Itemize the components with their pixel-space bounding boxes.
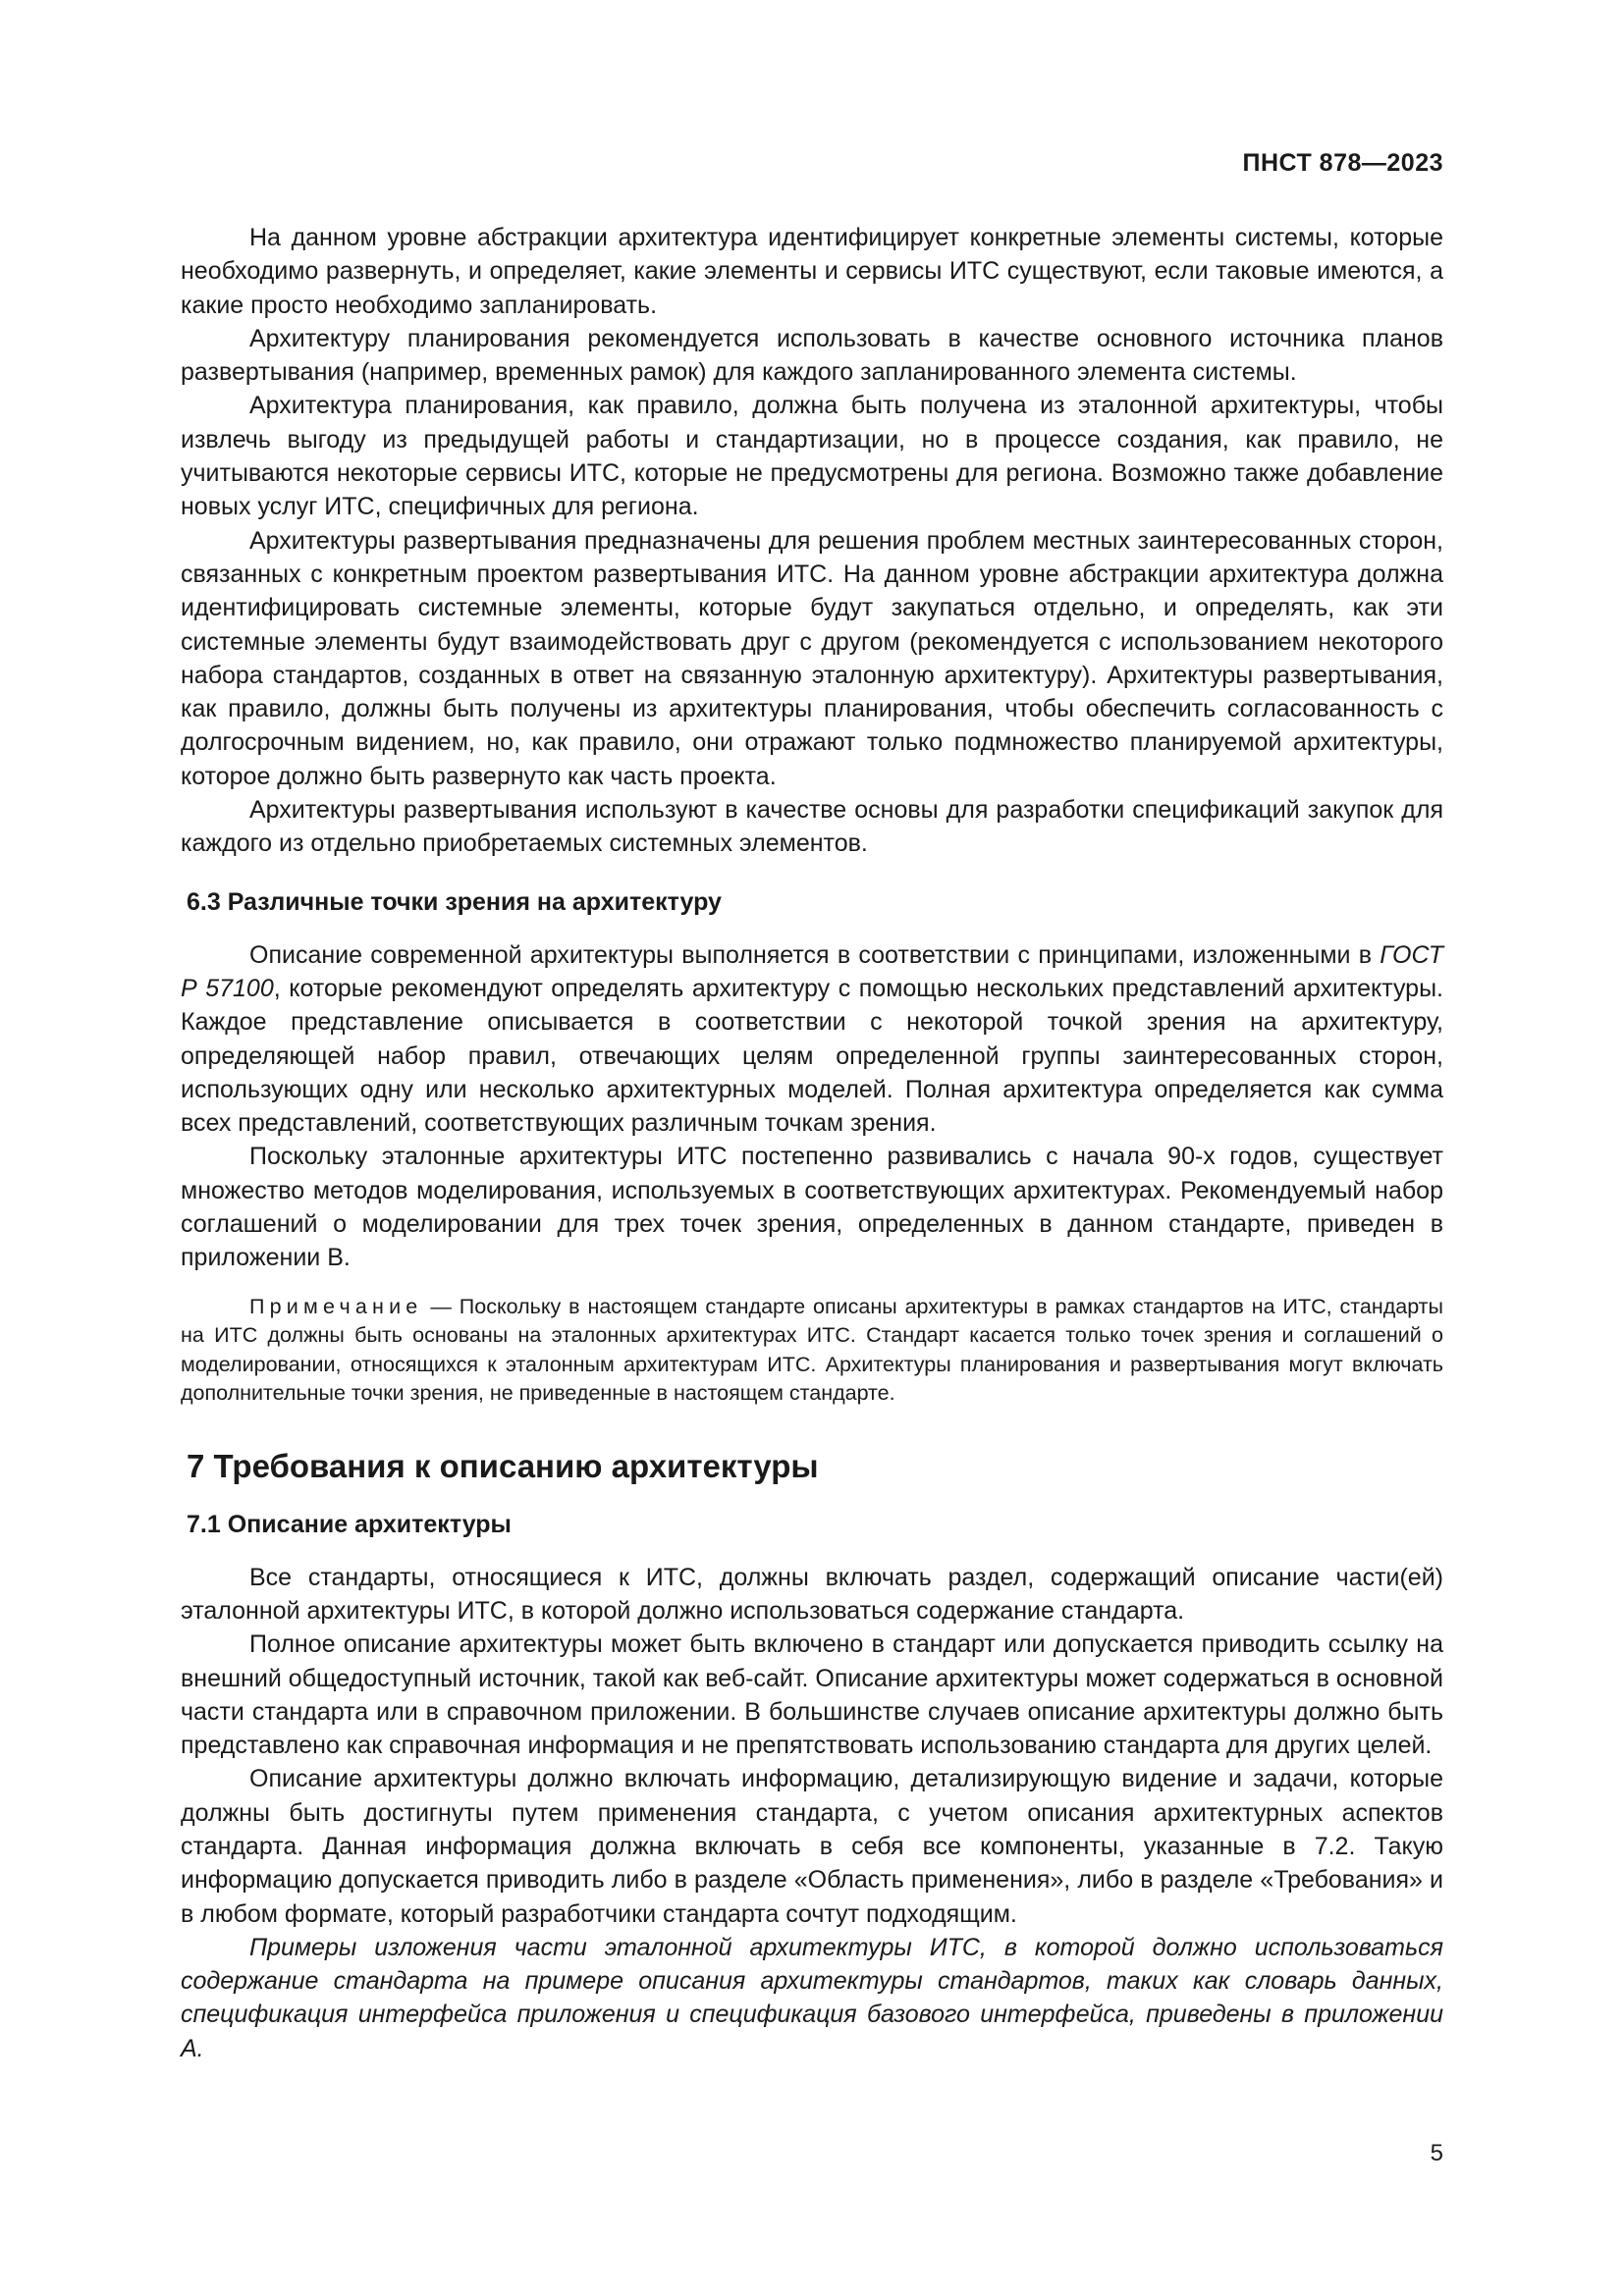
note-text: — Поскольку в настоящем стандарте описаны архитектуры в рамках стандартов на ИТС, стандарты на ИТС должны быть основаны на эталонных архитектурах ИТС. Стандарт касается только точек зрения и соглашений о моделировании, относящихся к эталонным архитектурам ИТС. Архитектуры планирования и развертывания могут включать дополнительные точки зрения, не приведенные в настоящем стандарте. [181, 1294, 1443, 1406]
paragraph: Все стандарты, относящиеся к ИТС, должны включать раздел, содержащий описание части(ей) эталонной архитектуры ИТС, в которой должно использоваться содержание стандарта. [181, 1563, 1443, 1625]
paragraph: Архитектуру планирования рекомендуется использовать в качестве основного источника планов развертывания (например, временных рамок) для каждого запланированного элемента системы. [181, 324, 1443, 387]
paragraph: Полное описание архитектуры может быть включено в стандарт или допускается приводить ссылку на внешний общедоступный источник, такой как веб-сайт. Описание архитектуры может содержаться в основной части стандарта или в справочном приложении. В большинстве случаев описание архитектуры должно быть представлено как справочная информация и не препятствовать использованию стандарта для других целей. [181, 1630, 1443, 1760]
page-number: 5 [1430, 2140, 1443, 2166]
note-label: Примечание [249, 1294, 423, 1318]
paragraph-gost-reference [181, 938, 1443, 1141]
document-code: ПНСТ 878—2023 [1242, 149, 1443, 177]
paragraph: Архитектуры развертывания предназначены для решения проблем местных заинтересованных сторон, связанных с конкретным проектом развертывания ИТС. На данном уровне абстракции архитектура должна идентифицировать системные элементы, которые будут закупаться отдельно, и определять, как эти системные элементы будут взаимодействовать друг с другом (рекомендуется с использованием некоторого набора стандартов, созданных в ответ на связанную эталонную архитектуру). Архитектуры развертывания, как правило, должны быть получены из архитектуры планирования, чтобы обеспечить согласованность с долгосрочным видением, но, как правило, они отражают только подмножество планируемой архитектуры, которое должно быть развернуто как часть проекта. [181, 526, 1443, 790]
gost-reference: ГОСТ Р 57100 [181, 940, 1443, 1002]
page-content [181, 221, 1443, 2065]
subsection-heading-6-3: 6.3 Различные точки зрения на архитектуру [187, 887, 722, 916]
italic-paragraph: Примеры изложения части эталонной архитектуры ИТС, в которой должно использоваться содержание стандарта на примере описания архитектуры стандартов, таких как словарь данных, спецификация интерфейса приложения и спецификация базового интерфейса, приведены в приложении А. [181, 1933, 1443, 2062]
section-heading-7: 7 Требования к описанию архитектуры [187, 1447, 819, 1484]
note [181, 1293, 1443, 1409]
paragraph: Поскольку эталонные архитектуры ИТС постепенно развивались с начала 90-х годов, существует множество методов моделирования, используемых в соответствующих архитектурах. Рекомендуемый набор соглашений о моделировании для трех точек зрения, определенных в данном стандарте, приведен в приложении В. [181, 1143, 1443, 1272]
paragraph: Архитектуры развертывания используют в качестве основы для разработки спецификаций закупок для каждого из отдельно приобретаемых системных элементов. [181, 796, 1443, 858]
paragraph: На данном уровне абстракции архитектура идентифицирует конкретные элементы системы, которые необходимо развернуть, и определяет, какие элементы и сервисы ИТС существуют, если таковые имеются, а какие просто необходимо запланировать. [181, 224, 1443, 319]
paragraph-text: , которые рекомендуют определять архитектуру с помощью нескольких представлений архитектуры. Каждое представление описывается в соответствии с некоторой точкой зрения на архитектуру, определяющей набор правил, отвечающих целям определенной группы заинтересованных сторон, использующих одну или несколько архитектурных моделей. Полная архитектура определяется как сумма всех представлений, соответствующих различным точкам зрения. [181, 974, 1444, 1138]
paragraph: Описание архитектуры должно включать информацию, детализирующую видение и задачи, которые должны быть достигнуты путем применения стандарта, с учетом описания архитектурных аспектов стандарта. Данная информация должна включать в себя все компоненты, указанные в 7.2. Такую информацию допускается приводить либо в разделе «Область применения», либо в разделе «Требования» и в любом формате, который разработчики стандарта сочтут подходящим. [181, 1765, 1443, 1928]
paragraph-text: Описание современной архитектуры выполняется в соответствии с принципами, изложенными в [249, 940, 1380, 969]
subsection-heading-7-1: 7.1 Описание архитектуры [187, 1510, 512, 1538]
paragraph: Архитектура планирования, как правило, должна быть получена из эталонной архитектуры, чтобы извлечь выгоду из предыдущей работы и стандартизации, но в процессе создания, как правило, не учитываются некоторые сервисы ИТС, которые не предусмотрены для региона. Возможно также добавление новых услуг ИТС, специфичных для региона. [181, 392, 1443, 521]
